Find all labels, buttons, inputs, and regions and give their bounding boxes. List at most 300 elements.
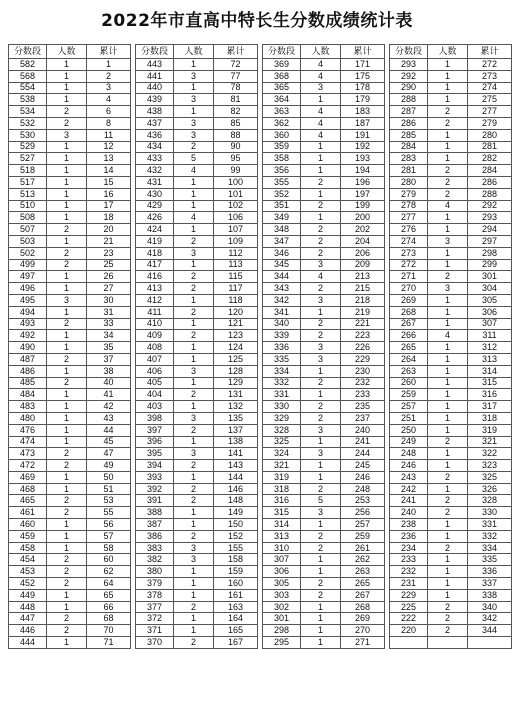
cumulative-cell: 213 — [341, 271, 385, 283]
score-cell: 460 — [9, 519, 47, 531]
table-row — [390, 495, 512, 507]
count-cell: 1 — [301, 460, 341, 472]
cumulative-cell: 100 — [214, 176, 258, 188]
score-cell: 305 — [263, 578, 301, 590]
count-cell: 2 — [428, 436, 468, 448]
cumulative-cell: 51 — [87, 483, 131, 495]
count-cell: 3 — [174, 117, 214, 129]
score-cell: 248 — [390, 448, 428, 460]
cumulative-cell: 315 — [468, 377, 512, 389]
score-cell: 233 — [390, 554, 428, 566]
table-row — [263, 377, 385, 389]
cumulative-cell: 196 — [341, 176, 385, 188]
count-cell: 2 — [301, 377, 341, 389]
score-cell: 452 — [9, 578, 47, 590]
score-cell: 314 — [263, 519, 301, 531]
cumulative-cell: 37 — [87, 353, 131, 365]
table-row — [390, 365, 512, 377]
table-row — [136, 412, 258, 424]
score-cell: 418 — [136, 247, 174, 259]
table-row — [390, 106, 512, 118]
table-row — [136, 141, 258, 153]
count-cell: 2 — [301, 224, 341, 236]
count-cell: 4 — [174, 212, 214, 224]
score-cell: 538 — [9, 94, 47, 106]
table-row — [390, 165, 512, 177]
table-row — [390, 401, 512, 413]
count-cell: 2 — [174, 460, 214, 472]
cumulative-cell: 55 — [87, 507, 131, 519]
cumulative-cell: 274 — [468, 82, 512, 94]
cumulative-cell: 245 — [341, 460, 385, 472]
table-row — [390, 117, 512, 129]
cumulative-cell: 305 — [468, 294, 512, 306]
count-cell: 1 — [428, 424, 468, 436]
count-cell: 1 — [47, 188, 87, 200]
table-row — [136, 82, 258, 94]
score-cell: 534 — [9, 106, 47, 118]
score-cell: 240 — [390, 507, 428, 519]
cumulative-cell: 241 — [341, 436, 385, 448]
table-row — [9, 70, 131, 82]
cumulative-cell: 167 — [214, 637, 258, 649]
score-cell: 503 — [9, 235, 47, 247]
score-cell: 387 — [136, 519, 174, 531]
cumulative-cell: 316 — [468, 389, 512, 401]
count-cell: 1 — [174, 106, 214, 118]
count-cell: 1 — [47, 412, 87, 424]
score-cell: 344 — [263, 271, 301, 283]
count-cell: 1 — [428, 483, 468, 495]
score-cell: 433 — [136, 153, 174, 165]
count-cell: 1 — [428, 519, 468, 531]
cumulative-cell: 107 — [214, 224, 258, 236]
score-cell: 339 — [263, 330, 301, 342]
score-cell: 365 — [263, 82, 301, 94]
count-cell: 1 — [174, 519, 214, 531]
cumulative-cell: 336 — [468, 566, 512, 578]
table-row — [9, 224, 131, 236]
count-cell: 2 — [428, 471, 468, 483]
score-cell: 298 — [263, 625, 301, 637]
count-cell: 1 — [428, 412, 468, 424]
cumulative-cell: 244 — [341, 448, 385, 460]
score-cell: 274 — [390, 235, 428, 247]
cumulative-cell: 313 — [468, 353, 512, 365]
cumulative-cell: 304 — [468, 283, 512, 295]
count-cell: 1 — [47, 424, 87, 436]
score-cell: 517 — [9, 176, 47, 188]
count-cell: 1 — [301, 601, 341, 613]
table-row — [136, 530, 258, 542]
table-row — [263, 188, 385, 200]
table-row — [390, 129, 512, 141]
count-cell: 1 — [301, 188, 341, 200]
table-row — [390, 94, 512, 106]
table-row — [136, 94, 258, 106]
cumulative-cell: 77 — [214, 70, 258, 82]
count-cell: 2 — [174, 141, 214, 153]
table-row — [9, 306, 131, 318]
count-cell: 1 — [428, 82, 468, 94]
count-cell: 4 — [301, 59, 341, 71]
score-cell: 449 — [9, 589, 47, 601]
cumulative-cell: 179 — [341, 94, 385, 106]
table-row — [263, 82, 385, 94]
score-cell: 267 — [390, 318, 428, 330]
count-cell: 1 — [47, 82, 87, 94]
table-row — [136, 601, 258, 613]
score-cell: 260 — [390, 377, 428, 389]
cumulative-cell: 165 — [214, 625, 258, 637]
count-cell: 2 — [428, 625, 468, 637]
header-score: 分数段 — [390, 45, 428, 59]
count-cell: 1 — [301, 637, 341, 649]
cumulative-cell: 17 — [87, 200, 131, 212]
table-row — [136, 460, 258, 472]
count-cell: 1 — [428, 377, 468, 389]
header-count: 人数 — [47, 45, 87, 59]
cumulative-cell: 298 — [468, 247, 512, 259]
cumulative-cell: 57 — [87, 530, 131, 542]
cumulative-cell: 237 — [341, 412, 385, 424]
table-row — [263, 471, 385, 483]
count-cell: 1 — [301, 153, 341, 165]
table-row — [390, 389, 512, 401]
score-cell: 430 — [136, 188, 174, 200]
count-cell: 1 — [174, 59, 214, 71]
count-cell: 1 — [174, 224, 214, 236]
table-row — [390, 259, 512, 271]
count-cell: 2 — [47, 117, 87, 129]
table-row — [390, 141, 512, 153]
score-cell: 242 — [390, 483, 428, 495]
cumulative-cell: 160 — [214, 578, 258, 590]
count-cell: 2 — [174, 530, 214, 542]
score-cell: 378 — [136, 589, 174, 601]
count-cell: 4 — [174, 165, 214, 177]
score-cell: 266 — [390, 330, 428, 342]
count-cell: 1 — [428, 460, 468, 472]
score-cell: 231 — [390, 578, 428, 590]
cumulative-cell: 311 — [468, 330, 512, 342]
count-cell: 1 — [301, 436, 341, 448]
table-row — [9, 530, 131, 542]
count-cell: 1 — [174, 436, 214, 448]
cumulative-cell: 328 — [468, 495, 512, 507]
table-row — [9, 471, 131, 483]
score-cell: 306 — [263, 566, 301, 578]
count-cell: 1 — [428, 554, 468, 566]
score-cell: 290 — [390, 82, 428, 94]
count-cell: 1 — [174, 318, 214, 330]
table-row — [136, 330, 258, 342]
table-header-row — [9, 45, 131, 59]
table-header-row — [136, 45, 258, 59]
count-cell: 1 — [174, 82, 214, 94]
table-row — [136, 613, 258, 625]
cumulative-cell: 68 — [87, 613, 131, 625]
score-cell: 348 — [263, 224, 301, 236]
cumulative-cell: 43 — [87, 412, 131, 424]
cumulative-cell: 197 — [341, 188, 385, 200]
count-cell: 1 — [47, 235, 87, 247]
cumulative-cell: 34 — [87, 330, 131, 342]
count-cell: 3 — [301, 448, 341, 460]
score-cell: 222 — [390, 613, 428, 625]
score-cell: 440 — [136, 82, 174, 94]
score-cell: 313 — [263, 530, 301, 542]
table-row — [390, 578, 512, 590]
count-cell: 2 — [428, 176, 468, 188]
count-cell: 5 — [174, 153, 214, 165]
count-cell: 1 — [47, 283, 87, 295]
score-cell: 454 — [9, 554, 47, 566]
count-cell: 1 — [301, 389, 341, 401]
score-cell: 277 — [390, 212, 428, 224]
count-cell: 1 — [428, 306, 468, 318]
cumulative-cell: 27 — [87, 283, 131, 295]
cumulative-cell: 270 — [341, 625, 385, 637]
score-cell: 269 — [390, 294, 428, 306]
table-row — [263, 306, 385, 318]
table-row — [136, 365, 258, 377]
table-row — [9, 448, 131, 460]
page-title: 2022年市直高中特长生分数成绩统计表 — [101, 11, 413, 31]
count-cell: 2 — [47, 318, 87, 330]
score-cell: 508 — [9, 212, 47, 224]
count-cell — [428, 637, 468, 649]
table-row — [263, 412, 385, 424]
score-cell: 465 — [9, 495, 47, 507]
count-cell: 3 — [301, 342, 341, 354]
cumulative-cell: 229 — [341, 353, 385, 365]
cumulative-cell: 337 — [468, 578, 512, 590]
table-row — [136, 377, 258, 389]
table-row — [9, 566, 131, 578]
count-cell: 1 — [174, 176, 214, 188]
cumulative-cell: 164 — [214, 613, 258, 625]
cumulative-cell: 240 — [341, 424, 385, 436]
count-cell: 2 — [47, 566, 87, 578]
cumulative-cell: 275 — [468, 94, 512, 106]
score-cell: 369 — [263, 59, 301, 71]
table-row — [263, 129, 385, 141]
table-row — [263, 283, 385, 295]
cumulative-cell: 123 — [214, 330, 258, 342]
table-row — [390, 188, 512, 200]
table-row — [263, 424, 385, 436]
cumulative-cell: 129 — [214, 377, 258, 389]
score-cell: 486 — [9, 365, 47, 377]
table-row — [263, 365, 385, 377]
cumulative-cell: 155 — [214, 542, 258, 554]
cumulative-cell: 317 — [468, 401, 512, 413]
table-row — [136, 542, 258, 554]
count-cell: 2 — [47, 613, 87, 625]
score-cell: 432 — [136, 165, 174, 177]
score-cell: 480 — [9, 412, 47, 424]
table-row — [263, 436, 385, 448]
score-cell: 529 — [9, 141, 47, 153]
score-cell: 272 — [390, 259, 428, 271]
count-cell: 1 — [47, 153, 87, 165]
table-row — [136, 106, 258, 118]
score-cell: 431 — [136, 176, 174, 188]
cumulative-cell: 206 — [341, 247, 385, 259]
score-cell: 229 — [390, 589, 428, 601]
cumulative-cell: 226 — [341, 342, 385, 354]
count-cell: 1 — [47, 271, 87, 283]
table-row — [136, 507, 258, 519]
cumulative-cell: 262 — [341, 554, 385, 566]
table-row — [390, 235, 512, 247]
table-row — [9, 200, 131, 212]
table-row — [136, 200, 258, 212]
score-cell: 453 — [9, 566, 47, 578]
cumulative-cell: 117 — [214, 283, 258, 295]
score-cell: 342 — [263, 294, 301, 306]
count-cell: 1 — [47, 436, 87, 448]
score-cell: 426 — [136, 212, 174, 224]
score-cell: 250 — [390, 424, 428, 436]
count-cell: 2 — [428, 188, 468, 200]
table-row — [263, 259, 385, 271]
cumulative-cell: 193 — [341, 153, 385, 165]
table-row — [9, 59, 131, 71]
table-row — [136, 353, 258, 365]
count-cell: 2 — [301, 578, 341, 590]
count-cell: 3 — [174, 247, 214, 259]
cumulative-cell: 99 — [214, 165, 258, 177]
table-row — [263, 212, 385, 224]
cumulative-cell: 161 — [214, 589, 258, 601]
cumulative-cell: 70 — [87, 625, 131, 637]
count-cell: 1 — [47, 306, 87, 318]
count-cell: 1 — [428, 589, 468, 601]
table-row — [390, 448, 512, 460]
table-row — [390, 153, 512, 165]
table-row — [390, 542, 512, 554]
score-cell: 259 — [390, 389, 428, 401]
count-cell: 1 — [174, 200, 214, 212]
score-cell: 257 — [390, 401, 428, 413]
cumulative-cell: 273 — [468, 70, 512, 82]
cumulative-cell: 112 — [214, 247, 258, 259]
cumulative-cell: 218 — [341, 294, 385, 306]
cumulative-cell: 256 — [341, 507, 385, 519]
table-row — [263, 483, 385, 495]
cumulative-cell: 246 — [341, 471, 385, 483]
score-cell: 461 — [9, 507, 47, 519]
score-cell: 347 — [263, 235, 301, 247]
header-score: 分数段 — [9, 45, 47, 59]
table-row — [9, 129, 131, 141]
cumulative-cell: 49 — [87, 460, 131, 472]
table-row — [9, 283, 131, 295]
table-row — [390, 424, 512, 436]
cumulative-cell: 120 — [214, 306, 258, 318]
table-row — [390, 554, 512, 566]
cumulative-cell: 178 — [341, 82, 385, 94]
score-cell: 355 — [263, 176, 301, 188]
header-cumulative: 累计 — [341, 45, 385, 59]
count-cell: 1 — [428, 401, 468, 413]
count-cell: 1 — [428, 448, 468, 460]
score-cell: 280 — [390, 176, 428, 188]
score-cell: 444 — [9, 637, 47, 649]
table-row — [9, 460, 131, 472]
table-row — [263, 235, 385, 247]
count-cell: 2 — [47, 353, 87, 365]
count-cell: 1 — [301, 94, 341, 106]
table-row — [390, 59, 512, 71]
table-row — [263, 247, 385, 259]
cumulative-cell: 132 — [214, 401, 258, 413]
count-cell: 1 — [174, 589, 214, 601]
count-cell: 1 — [47, 401, 87, 413]
score-cell: 307 — [263, 554, 301, 566]
cumulative-cell: 271 — [341, 637, 385, 649]
count-cell: 4 — [301, 117, 341, 129]
score-cell: 490 — [9, 342, 47, 354]
count-cell: 1 — [47, 141, 87, 153]
score-cell: 409 — [136, 330, 174, 342]
score-cell: 220 — [390, 625, 428, 637]
table-row — [9, 377, 131, 389]
count-cell: 4 — [301, 271, 341, 283]
score-cell: 251 — [390, 412, 428, 424]
header-cumulative: 累计 — [214, 45, 258, 59]
table-row — [390, 353, 512, 365]
count-cell: 4 — [428, 330, 468, 342]
table-row — [263, 342, 385, 354]
score-table-4 — [389, 44, 512, 649]
cumulative-cell: 64 — [87, 578, 131, 590]
table-row — [390, 212, 512, 224]
table-row — [263, 353, 385, 365]
count-cell: 1 — [47, 637, 87, 649]
cumulative-cell: 294 — [468, 224, 512, 236]
count-cell: 3 — [301, 507, 341, 519]
table-row — [263, 59, 385, 71]
score-cell: 236 — [390, 530, 428, 542]
cumulative-cell: 158 — [214, 554, 258, 566]
cumulative-cell: 281 — [468, 141, 512, 153]
score-cell: 408 — [136, 342, 174, 354]
cumulative-cell: 235 — [341, 401, 385, 413]
score-cell: 403 — [136, 401, 174, 413]
count-cell: 1 — [301, 554, 341, 566]
count-cell: 2 — [174, 271, 214, 283]
score-cell: 360 — [263, 129, 301, 141]
table-row — [9, 389, 131, 401]
table-row — [9, 271, 131, 283]
count-cell: 3 — [301, 82, 341, 94]
cumulative-cell: 269 — [341, 613, 385, 625]
cumulative-cell: 322 — [468, 448, 512, 460]
score-cell: 510 — [9, 200, 47, 212]
score-cell: 372 — [136, 613, 174, 625]
count-cell: 2 — [301, 176, 341, 188]
cumulative-cell: 312 — [468, 342, 512, 354]
table-row — [136, 235, 258, 247]
cumulative-cell: 204 — [341, 235, 385, 247]
count-cell: 1 — [428, 141, 468, 153]
cumulative-cell: 38 — [87, 365, 131, 377]
count-cell: 1 — [174, 566, 214, 578]
table-row — [263, 637, 385, 649]
